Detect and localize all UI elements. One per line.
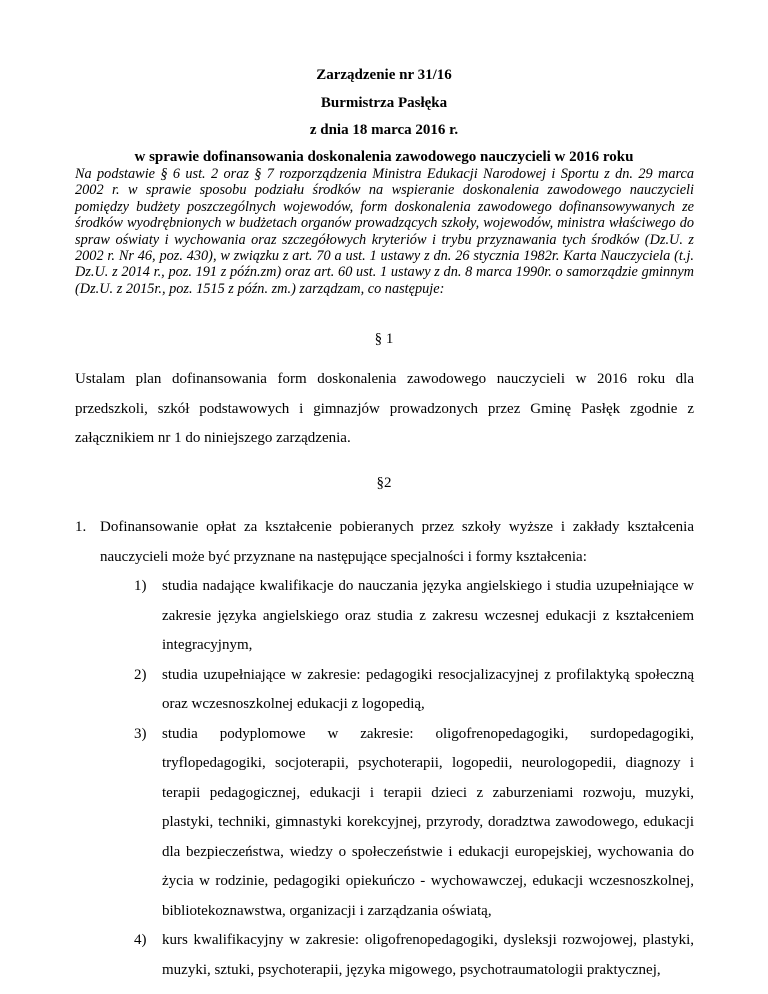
point-text: Dofinansowanie opłat za kształcenie pobieranych przez szkoły wyższe i zakłady kształcenia nauczycieli może być przyznane na następujące specjalności i formy kształcenia: (100, 519, 694, 565)
date-line: z dnia 18 marca 2016 r. (309, 122, 459, 138)
list-item (134, 572, 694, 661)
list-item-text: studia uzupełniające w zakresie: pedagogiki resocjalizacyjnej z profilaktyką społeczną oraz wczesnoszkolnej edukacji z logopedią, (162, 666, 694, 712)
forms-list (134, 572, 694, 985)
section-1-mark: § 1 (374, 331, 394, 347)
list-item-number: 4) (134, 932, 147, 948)
section-2-point-1 (75, 513, 694, 572)
document-title: Zarządzenie nr 31/16 (316, 67, 452, 83)
list-item (134, 720, 694, 927)
legal-basis-preamble: Na podstawie § 6 ust. 2 oraz § 7 rozporządzenia Ministra Edukacji Narodowej i Sportu z dn. 29 marca 2002 r. w sprawie sposobu podziału środków na wspieranie doskonalenia zawodowego nauczycieli pomiędzy budżety poszczególnych wojewodów, form doskonalenia zawodowego dofinansowywanych ze środków wyodrębnionych w budżetach organów prowadzących szkoły, wojewodów, ministra właściwego do spraw oświaty i wychowania oraz szczegółowych kryteriów i trybu przyznawania tych środków (Dz.U. z 2002 r. Nr 46, poz. 430), w związku z art. 70 a ust. 1 ustawy z dn. 26 stycznia 1982r. Karta Nauczyciela (t.j. Dz.U. z 2014 r., poz. 191 z późn.zm) oraz art. 60 ust. 1 ustawy z dn. 8 marca 1990r. o samorządzie gminnym (Dz.U. z 2015r., poz. 1515 z późn. zm.) zarządzam, co następuje: (75, 166, 694, 297)
list-item-number: 1) (134, 578, 147, 594)
issuer-line: Burmistrza Pasłęka (320, 95, 448, 111)
list-item-text: studia nadające kwalifikacje do nauczania języka angielskiego i studia uzupełniające w zakresie języka angielskiego oraz studia z zakresu wczesnej edukacji z kształceniem integracyjnym, (162, 578, 694, 653)
list-item (134, 926, 694, 985)
point-number: 1. (75, 519, 87, 535)
list-item-number: 3) (134, 725, 147, 742)
section-2-mark: §2 (376, 475, 392, 491)
list-item (134, 661, 694, 720)
list-item-text: studia podyplomowe w zakresie: oligofrenopedagogiki, surdopedagogiki, tryflopedagogiki, socjoterapii, psychoterapii, logopedii, neurologopedii, diagnozy i terapii pedagogicznej, edukacji i terapii dzieci z zaburzeniami rozwoju, muzyki, plastyki, techniki, gimnastyki korekcyjnej, przyrody, doradztwa zawodowego, edukacji dla bezpieczeństwa, wiedzy o społeczeństwie i edukacji europejskiej, wychowania do życia w rodzinie, pedagogiki opiekuńczo - wychowawczej, edukacji wczesnoszkolnej, bibliotekoznawstwa, organizacji i zarządzania oświatą, (162, 725, 694, 919)
list-item-number: 2) (134, 666, 147, 683)
list-item-text: kurs kwalifikacyjny w zakresie: oligofrenopedagogiki, dysleksji rozwojowej, plastyki, muzyki, sztuki, psychoterapii, języka migowego, psychotraumatologii praktycznej, (162, 932, 694, 978)
subject-line: w sprawie dofinansowania doskonalenia zawodowego nauczycieli w 2016 roku (134, 149, 634, 165)
section-1-text: Ustalam plan dofinansowania form doskonalenia zawodowego nauczycieli w 2016 roku dla przedszkoli, szkół podstawowych i gimnazjów prowadzonych przez Gminę Pasłęk zgodnie z załącznikiem nr 1 do niniejszego zarządzenia. (75, 371, 694, 446)
